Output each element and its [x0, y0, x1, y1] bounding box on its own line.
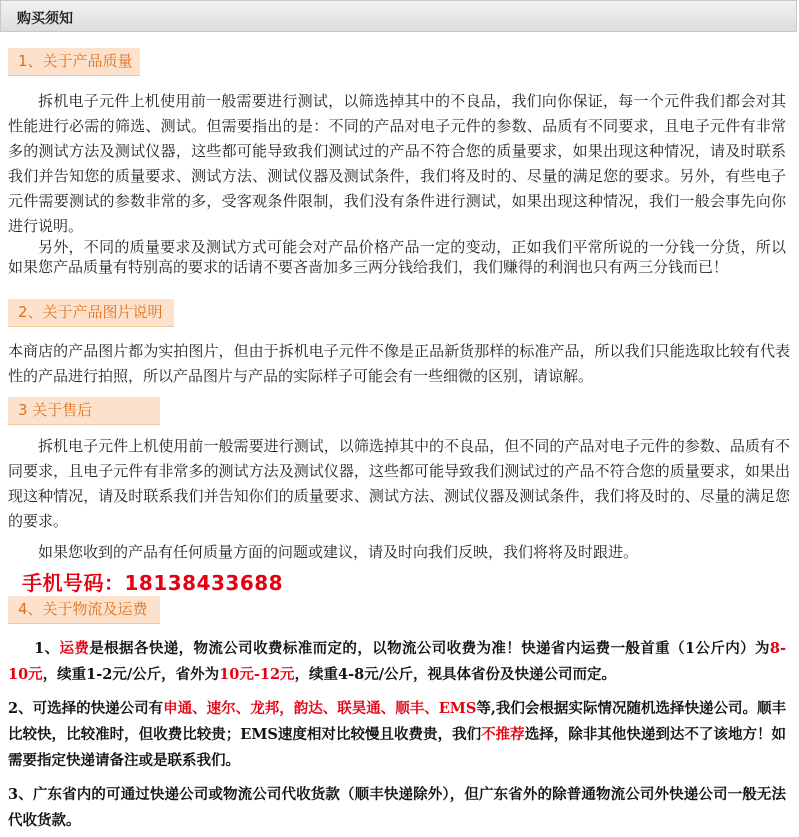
shipping-item-1 [8, 636, 786, 688]
shipping-item-2 [8, 696, 786, 774]
shipping-item-1-text-c: ，续重4-8元/公斤，视具体省份及快递公司而定。 [294, 666, 617, 683]
shipping-item-1-text-a: 是根据各快递，物流公司收费标准而定的，以物流公司收费为准！快递省内运费一般首重（1公斤内）为 [89, 640, 770, 657]
purchase-notice-header [0, 0, 797, 32]
shipping-item-1-text-b: ，续重1-2元/公斤，省外为 [42, 666, 220, 683]
courier-list: 申通、速尔、龙邦，韵达、联昊通、顺丰、EMS [163, 700, 477, 717]
section-quality-paragraph-1: 拆机电子元件上机使用前一般需要进行测试，以筛选掉其中的不良品，我们向你保证，每一个元件我们都会对其性能进行必需的筛选、测试。但需要指出的是：不同的产品对电子元件的参数、品质有不同要求，且电子元件有非常多的测试方法及测试仪器，这些都可能导致我们测试过的产品不符合您的质量要求，如果出现这种情况，请及时联系我们并告知您的质量要求、测试方法、测试仪器及测试条件，我们将及时的、尽量的满足您的要求。另外，有些电子元件需要测试的参数非常的多，受客观条件限制，我们没有条件进行测试，如果出现这种情况，我们一般会事先向你进行说明。 [8, 92, 786, 235]
shipping-item-2-text-c: 选择，除非其他快递到达不了该地方！如需要指定快递请备注或是联系我们。 [8, 726, 786, 769]
in-province-first-weight-fee: 8-10元 [8, 640, 787, 683]
phone-number: 手机号码：18138433688 [22, 571, 284, 595]
shipping-item-1-number: 1、 [34, 640, 60, 657]
not-recommended-label: 不推荐 [481, 726, 525, 743]
section-aftersales-paragraph-2: 如果您收到的产品有任何质量方面的问题或建议，请及时向我们反映，我们将将及时跟进。 [38, 543, 639, 561]
section-aftersales-paragraph-1: 拆机电子元件上机使用前一般需要进行测试，以筛选掉其中的不良品，但不同的产品对电子元件的参数、品质有不同要求，且电子元件有非常多的测试方法及测试仪器，这些都可能导致我们测试过的产品不符合您的质量要求，如果出现这种情况，请及时联系我们并告知你们的质量要求、测试方法、测试仪器及测试条件，我们将及时的、尽量的满足您的要求。 [8, 437, 790, 530]
section-quality-heading: 1、关于产品质量 [8, 48, 140, 76]
out-province-first-weight-fee: 10元-12元 [219, 666, 295, 683]
shipping-fee-label: 运费 [59, 640, 90, 657]
section-shipping-heading: 4、关于物流及运费 [8, 596, 160, 624]
shipping-item-2-text-b: 等,我们会根据实际情况随机选择快递公司。顺丰比较快，比较准时，但收费比较贵；EMS速度相对比较慢且收费贵，我们 [8, 700, 787, 743]
section-aftersales-heading: 3 关于售后 [8, 397, 160, 425]
shipping-item-2-text-a: 2、可选择的快递公司有 [8, 700, 164, 717]
header-title: 购买须知 [17, 11, 73, 27]
shipping-item-3: 3、广东省内的可通过快递公司或物流公司代收货款（顺丰快递除外），但广东省外的除普通物流公司外快递公司一般无法代收货款。 [8, 786, 786, 829]
section-images-paragraph: 本商店的产品图片都为实拍图片，但由于拆机电子元件不像是正品新货那样的标准产品，所以我们只能选取比较有代表性的产品进行拍照，所以产品图片与产品的实际样子可能会有一些细微的区别，请谅解。 [8, 342, 790, 385]
section-quality-paragraph-2: 另外，不同的质量要求及测试方式可能会对产品价格产品一定的变动，正如我们平常所说的一分钱一分货，所以如果您产品质量有特别高的要求的话请不要吝啬加多三两分钱给我们，我们赚得的利润也只有两三分钱而已！ [8, 238, 786, 276]
section-images-heading: 2、关于产品图片说明 [8, 299, 174, 327]
